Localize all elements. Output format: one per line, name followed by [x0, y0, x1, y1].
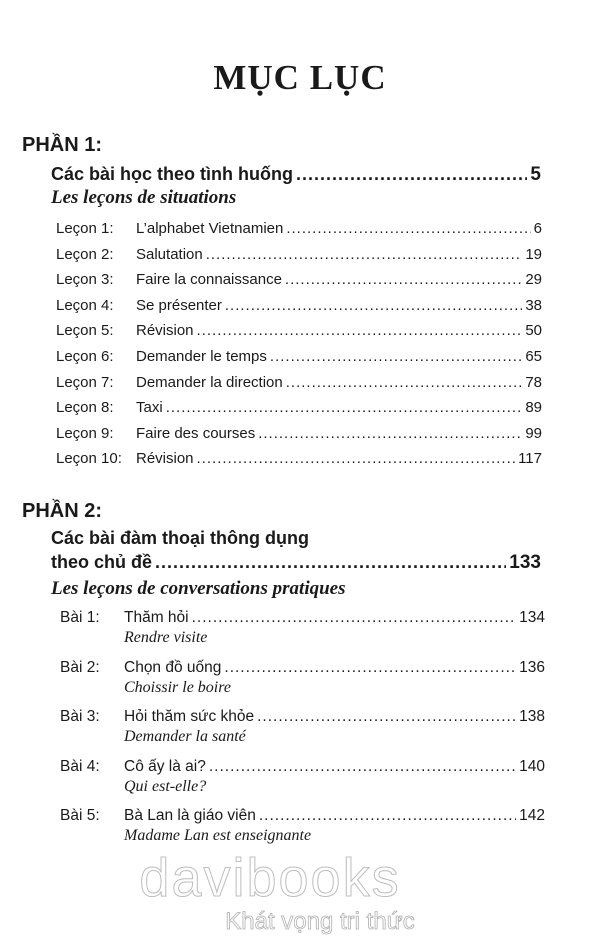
- toc-entry[interactable]: [56, 348, 542, 366]
- lesson-label: Leçon 10:: [56, 450, 122, 468]
- dot-leader: [270, 348, 522, 366]
- lesson-title: Thăm hỏi: [124, 609, 189, 626]
- lesson-page: 29: [525, 271, 542, 289]
- part-1-subtitle: Les leçons de situations: [51, 187, 237, 208]
- toc-entry[interactable]: [60, 806, 545, 825]
- toc-entry[interactable]: [60, 757, 545, 776]
- lesson-label: Bài 2:: [60, 658, 100, 676]
- toc-entry[interactable]: [56, 425, 542, 443]
- lesson-label: Leçon 3:: [56, 271, 114, 289]
- dot-leader: [155, 551, 506, 573]
- dot-leader: [209, 757, 516, 776]
- lesson-title: Faire des courses: [136, 424, 256, 442]
- lesson-page: 38: [525, 296, 542, 314]
- part-1-title: Các bài học theo tình huống: [51, 164, 293, 184]
- lesson-label: Leçon 8:: [56, 399, 114, 417]
- lesson-title: Salutation: [136, 245, 203, 263]
- dot-leader: [286, 220, 530, 238]
- part-2-heading[interactable]: [51, 551, 541, 574]
- lesson-label: Bài 4:: [60, 757, 100, 775]
- lesson-title: Hỏi thăm sức khỏe: [124, 708, 255, 725]
- lesson-french-title: Rendre visite: [124, 629, 208, 646]
- lesson-page: 89: [525, 399, 542, 417]
- lesson-label: Leçon 1:: [56, 220, 114, 237]
- part-1-page: 5: [530, 164, 541, 185]
- part-1-heading[interactable]: [51, 163, 541, 186]
- toc-entry[interactable]: [56, 271, 542, 289]
- toc-entry[interactable]: [56, 322, 542, 340]
- lesson-title: Révision: [136, 322, 194, 340]
- dot-leader: [166, 399, 523, 417]
- watermark-brand: davibooks: [139, 848, 401, 908]
- lesson-page: 65: [525, 348, 542, 365]
- part-2-title-line1: Các bài đàm thoại thông dụng: [51, 528, 309, 548]
- toc-entry[interactable]: [56, 399, 542, 417]
- lesson-label: Leçon 9:: [56, 424, 114, 442]
- lesson-page: 50: [525, 322, 542, 340]
- lesson-page: 19: [525, 245, 542, 263]
- toc-entry[interactable]: [56, 374, 542, 392]
- lesson-title: Demander le temps: [136, 348, 267, 365]
- dot-leader: [296, 163, 527, 185]
- lesson-title: Demander la direction: [136, 373, 283, 391]
- toc-entry[interactable]: [60, 658, 545, 677]
- dot-leader: [286, 374, 523, 392]
- toc-entry[interactable]: [56, 450, 542, 468]
- lesson-title: Cô ấy là ai?: [124, 757, 206, 775]
- lesson-french-title: Madame Lan est enseignante: [124, 827, 312, 844]
- lesson-label: Leçon 2:: [56, 245, 114, 263]
- lesson-label: Leçon 4:: [56, 296, 114, 314]
- dot-leader: [224, 658, 516, 677]
- lesson-page: 136: [519, 658, 545, 676]
- part-2-title-line2: theo chủ đề: [51, 552, 153, 572]
- toc-entry[interactable]: [56, 246, 542, 264]
- lesson-title: Faire la connaissance: [136, 271, 282, 289]
- lesson-page: 134: [519, 609, 545, 626]
- dot-leader: [197, 322, 523, 340]
- page-title: MỤC LỤC: [213, 58, 387, 97]
- dot-leader: [258, 425, 522, 443]
- dot-leader: [192, 608, 517, 627]
- part-2-page: 133: [509, 552, 541, 573]
- toc-entry[interactable]: [56, 220, 542, 238]
- toc-entry[interactable]: [56, 297, 542, 315]
- lesson-title: Taxi: [136, 399, 163, 417]
- dot-leader: [259, 806, 516, 825]
- lesson-page: 78: [525, 373, 542, 391]
- lesson-page: 138: [519, 708, 545, 725]
- part-2-label: PHẦN 2:: [22, 500, 103, 522]
- lesson-page: 6: [533, 220, 542, 237]
- lesson-french-title: Choissir le boire: [124, 678, 231, 696]
- lesson-page: 142: [519, 807, 545, 824]
- lesson-french-title: Qui est-elle?: [124, 777, 207, 795]
- dot-leader: [206, 246, 523, 264]
- dot-leader: [197, 450, 516, 468]
- lesson-label: Bài 1:: [60, 609, 100, 626]
- lesson-title: L’alphabet Vietnamien: [136, 220, 284, 237]
- lesson-label: Leçon 7:: [56, 373, 114, 391]
- lesson-page: 99: [525, 424, 542, 442]
- part-2-subtitle: Les leçons de conversations pratiques: [51, 578, 346, 599]
- lesson-label: Leçon 5:: [56, 322, 114, 340]
- toc-entry[interactable]: [60, 608, 545, 627]
- lesson-title: Se présenter: [136, 296, 222, 314]
- dot-leader: [285, 271, 522, 289]
- lesson-title: Bà Lan là giáo viên: [124, 807, 256, 824]
- lesson-label: Bài 3:: [60, 708, 100, 725]
- lesson-french-title: Demander la santé: [124, 728, 246, 745]
- lesson-page: 140: [519, 757, 545, 775]
- lesson-label: Leçon 6:: [56, 348, 114, 365]
- lesson-page: 117: [518, 450, 542, 468]
- watermark-tagline: Khát vọng tri thức: [225, 908, 415, 935]
- part-1-label: PHẦN 1:: [22, 134, 103, 156]
- lesson-label: Bài 5:: [60, 807, 100, 824]
- dot-leader: [257, 707, 516, 726]
- toc-entry[interactable]: [60, 707, 545, 726]
- lesson-title: Chọn đồ uống: [124, 658, 222, 676]
- lesson-title: Révision: [136, 450, 194, 468]
- dot-leader: [225, 297, 522, 315]
